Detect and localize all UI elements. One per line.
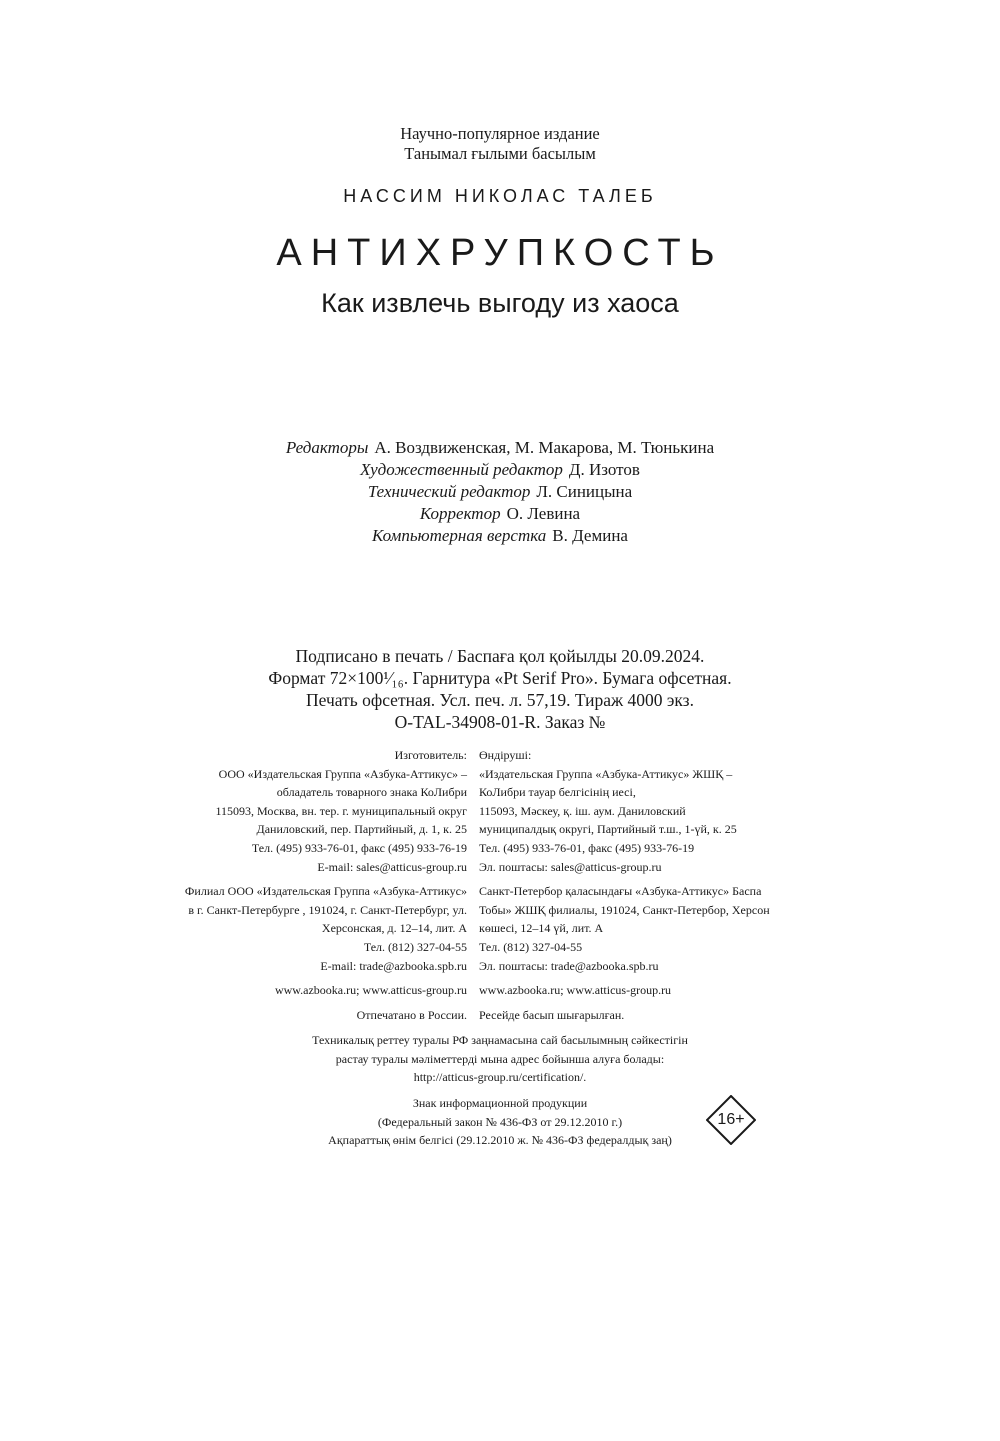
credits-block xyxy=(0,437,1000,547)
credit-name: В. Демина xyxy=(552,526,628,545)
imprint-ru: Филиал ООО «Издательская Группа «Азбука-Аттикус» xyxy=(184,884,467,899)
imprint-kz: Санкт-Петербор қаласындағы «Азбука-Аттикус» Баспа xyxy=(479,884,762,899)
printed-in-kz: Ресейде басып шығарылған. xyxy=(479,1007,625,1022)
imprint-row xyxy=(0,919,1000,938)
info-sign-line: (Федеральный закон № 436-ФЗ от 29.12.2010 г.) xyxy=(377,1114,623,1129)
credit-name: А. Воздвиженская, М. Макарова, М. Тюнькина xyxy=(374,438,715,457)
imprint-web-ru: www.azbooka.ru; www.atticus-group.ru xyxy=(274,983,467,998)
credit-role: Технический редактор xyxy=(367,482,531,501)
imprint-row xyxy=(0,839,1000,858)
imprint-ru: Изготовитель: xyxy=(394,748,467,762)
certification-line: Техникалық реттеу туралы РФ заңнамасына сай басылымның сәйкестігін xyxy=(312,1033,688,1047)
imprint-block xyxy=(0,746,1000,1024)
age-rating-badge xyxy=(706,1095,756,1145)
print-info-line: Подписано в печать / Баспаға қол қойылды 20.09.2024. xyxy=(295,646,705,666)
genre-block xyxy=(0,124,1000,164)
certification-block xyxy=(0,1031,1000,1087)
imprint-ru: Тел. (812) 327-04-55 xyxy=(363,939,467,954)
certification-line: растау туралы мәліметтерді мына адрес бойынша алуға болады: xyxy=(335,1051,665,1066)
imprint-kz: Эл. поштасы: sales@atticus-group.ru xyxy=(479,859,662,874)
imprint-kz: Тел. (495) 933-76-01, факс (495) 933-76-19 xyxy=(479,840,695,855)
imprint-ru: обладатель товарного знака КоЛибри xyxy=(276,785,467,800)
imprint-ru: 115093, Москва, вн. тер. г. муниципальный округ xyxy=(215,803,467,818)
credit-line xyxy=(0,437,1000,459)
credit-line xyxy=(0,525,1000,547)
credit-name: Д. Изотов xyxy=(568,460,640,479)
genre-kz: Танымал ғылыми басылым xyxy=(404,144,596,163)
credit-role: Редакторы xyxy=(285,438,369,457)
imprint-row xyxy=(0,957,1000,976)
credit-line xyxy=(0,503,1000,525)
imprint-ru: Даниловский, пер. Партийный, д. 1, к. 25 xyxy=(256,822,467,837)
imprint-ru: в г. Санкт-Петербурге , 191024, г. Санкт-Петербург, ул. xyxy=(188,902,467,917)
imprint-row xyxy=(0,802,1000,821)
printed-in-ru: Отпечатано в России. xyxy=(356,1007,467,1022)
imprint-ru: ООО «Издательская Группа «Азбука-Аттикус» – xyxy=(218,766,467,781)
imprint-kz: муниципалдық округі, Партийный т.ш., 1-үй, к. 25 xyxy=(479,822,737,837)
credit-line xyxy=(0,481,1000,503)
imprint-row xyxy=(0,746,1000,765)
print-info-line: Формат 72×100¹⁄₁₆. Гарнитура «Pt Serif Pro». Бумага офсетная. xyxy=(268,668,732,688)
book-title: АНТИХРУПКОСТЬ xyxy=(276,232,724,274)
imprint-ru: Тел. (495) 933-76-01, факс (495) 933-76-19 xyxy=(251,840,467,855)
imprint-kz: Тел. (812) 327-04-55 xyxy=(479,939,583,954)
author-name: НАССИМ НИКОЛАС ТАЛЕБ xyxy=(343,186,657,206)
imprint-row xyxy=(0,981,1000,1000)
imprint-row xyxy=(0,901,1000,920)
imprint-kz: Эл. поштасы: trade@azbooka.spb.ru xyxy=(479,958,659,973)
imprint-kz: 115093, Мәскеу, қ. іш. аум. Даниловский xyxy=(479,803,686,818)
imprint-ru: E-mail: trade@azbooka.spb.ru xyxy=(320,958,467,973)
imprint-row xyxy=(0,938,1000,957)
certification-link: http://atticus-group.ru/certification/. xyxy=(413,1070,587,1085)
print-info-line: O-TAL-34908-01-R. Заказ № xyxy=(394,712,606,732)
imprint-row xyxy=(0,882,1000,901)
imprint-row xyxy=(0,1006,1000,1025)
credit-name: О. Левина xyxy=(506,504,581,523)
imprint-kz: «Издательская Группа «Азбука-Аттикус» ЖШҚ – xyxy=(479,766,733,781)
book-subtitle: Как извлечь выгоду из хаоса xyxy=(321,288,679,318)
credit-name: Л. Синицына xyxy=(536,482,633,501)
imprint-web-kz: www.azbooka.ru; www.atticus-group.ru xyxy=(479,983,672,998)
imprint-row xyxy=(0,858,1000,877)
credit-role: Корректор xyxy=(419,504,501,523)
print-info-block xyxy=(0,645,1000,733)
imprint-kz: Тобы» ЖШҚ филиалы, 191024, Санкт-Петербор, Херсон xyxy=(479,902,770,917)
imprint-ru: E-mail: sales@atticus-group.ru xyxy=(317,859,467,874)
imprint-row xyxy=(0,783,1000,802)
genre-ru: Научно-популярное издание xyxy=(400,124,600,143)
credit-line xyxy=(0,459,1000,481)
print-info-line: Печать офсетная. Усл. печ. л. 57,19. Тираж 4000 экз. xyxy=(306,690,694,710)
imprint-row xyxy=(0,765,1000,784)
imprint-ru: Херсонская, д. 12–14, лит. А xyxy=(321,921,467,936)
imprint-row xyxy=(0,820,1000,839)
imprint-kz: КоЛибри тауар белгісінің иесі, xyxy=(479,785,636,800)
age-rating-label: 16+ xyxy=(717,1111,745,1128)
imprint-kz: Өндіруші: xyxy=(479,748,532,762)
info-sign-block xyxy=(0,1094,1000,1150)
info-sign-line: Знак информационной продукции xyxy=(412,1096,588,1110)
credit-role: Художественный редактор xyxy=(360,460,563,479)
credit-role: Компьютерная верстка xyxy=(372,526,547,545)
info-sign-line: Ақпараттық өнім белгісі (29.12.2010 ж. № 436-ФЗ федералдық заң) xyxy=(328,1133,672,1148)
imprint-kz: көшесі, 12–14 үй, лит. А xyxy=(479,921,604,936)
